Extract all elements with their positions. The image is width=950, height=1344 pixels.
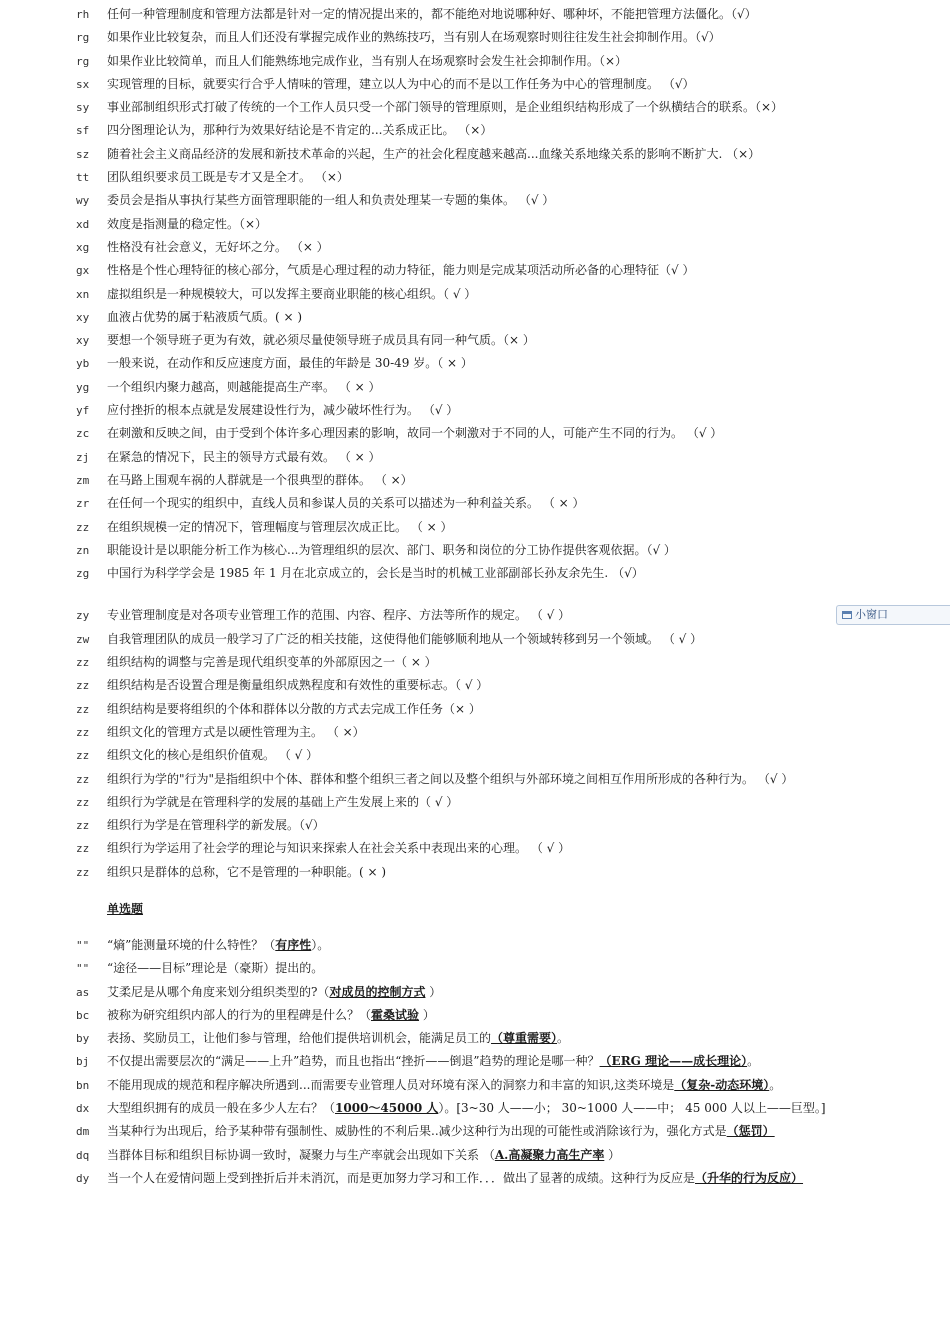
answer-text: 对成员的控制方式 <box>329 984 426 999</box>
tf-question-row <box>0 306 950 329</box>
answer-text: 有序性 <box>275 937 312 952</box>
question-text: 一个组织内聚力越高，则越能提高生产率。 （ × ） <box>107 379 381 394</box>
question-pre: 当某种行为出现后，给予某种带有强制性、威胁性的不利后果..减少这种行为出现的可能性或消除该行为，强化方式是 <box>107 1124 727 1139</box>
pinyin-code: zz <box>76 725 90 739</box>
question-text: 虚拟组织是一种规模较大，可以发挥主要商业职能的核心组织。（ √ ） <box>107 286 477 301</box>
tf-question-row <box>0 166 950 189</box>
tf-question-row <box>0 628 950 651</box>
question-text: 组织结构是要将组织的个体和群体以分散的方式去完成工作任务（× ） <box>107 701 481 716</box>
pinyin-code: by <box>76 1032 90 1046</box>
answer-text: （尊重需要） <box>491 1031 558 1046</box>
widget-label: 小窗口 <box>855 608 888 621</box>
spacer <box>0 884 950 896</box>
question-text <box>107 981 930 1004</box>
question-pre: 不仅提出需要层次的“满足——上升”趋势，而且也指出“挫折——倒退”趋势的理论是哪一种？ <box>107 1054 600 1069</box>
question-text <box>107 1004 930 1027</box>
pinyin-code: rh <box>76 8 90 21</box>
question-text: 组织行为学运用了社会学的理论与知识来探索人在社会关系中表现出来的心理。 （ √ ） <box>107 841 571 856</box>
question-post: ）。 <box>311 937 330 952</box>
tf-question-row <box>0 213 950 236</box>
question-text: 中国行为科学学会是 1985 年 1 月在北京成立的，会长是当时的机械工业部副部长孙友余先生. （√） <box>107 566 644 581</box>
question-pre: 艾柔尼是从哪个角度来划分组织类型的?（ <box>107 984 330 999</box>
pinyin-code: zz <box>76 679 90 693</box>
question-text: 实现管理的目标，就要实行合乎人情味的管理，建立以人为中心的而不是以工作任务为中心的管理制度。 （√） <box>107 76 695 91</box>
answer-text: （升华的行为反应） <box>695 1170 804 1185</box>
question-text: 委员会是指从事执行某些方面管理职能的一组人和负责处理某一专题的集体。 （√ ） <box>107 193 555 208</box>
question-text <box>107 1027 930 1050</box>
tf-question-row <box>0 143 950 166</box>
question-text: 应付挫折的根本点就是发展建设性行为，减少破坏性行为。 （√ ） <box>107 403 459 418</box>
tf-question-row <box>0 422 950 445</box>
mc-question-row <box>0 1074 950 1097</box>
pinyin-code: bj <box>76 1055 90 1069</box>
tf-question-row <box>0 189 950 212</box>
mc-question-row <box>0 1120 950 1143</box>
question-pre: 大型组织拥有的成员一般在多少人左右？（ <box>107 1101 336 1116</box>
pinyin-code: sz <box>76 147 90 161</box>
question-text: 一般来说，在动作和反应速度方面，最佳的年龄是 30-49 岁。（ × ） <box>107 356 473 371</box>
question-post: ）。[3~30 人——小； 30~1000 人——中； 45 000 人以上——巨型。] <box>438 1101 826 1116</box>
pinyin-code: zz <box>76 842 90 856</box>
answer-text: （复杂-动态环境） <box>674 1077 770 1092</box>
pinyin-code: zz <box>76 865 90 879</box>
question-text <box>107 1120 930 1143</box>
question-text: 性格是个性心理特征的核心部分，气质是心理过程的动力特征，能力则是完成某项活动所必备的心理特征（√ ） <box>107 263 695 278</box>
pinyin-code: zz <box>76 819 90 833</box>
question-text: 如果作业比较复杂，而且人们还没有掌握完成作业的熟练技巧，当有别人在场观察时则往往发生社会抑制作用。（√） <box>107 30 721 45</box>
pinyin-code: dy <box>76 1171 90 1185</box>
question-post: 。 <box>769 1077 782 1092</box>
question-text: 任何一种管理制度和管理方法都是针对一定的情况提出来的，都不能绝对地说哪种好、哪种坏，不能把管理方法僵化。（√） <box>107 7 757 21</box>
pinyin-code: dq <box>76 1148 90 1162</box>
question-text: 组织文化的核心是组织价值观。 （ √ ） <box>107 748 319 763</box>
question-text: 在刺激和反映之间，由于受到个体许多心理因素的影响，故同一个刺激对于不同的人，可能产生不同的行为。 （√ ） <box>107 426 723 441</box>
question-text: 组织只是群体的总称，它不是管理的一种职能。( × ) <box>107 864 387 879</box>
question-pre: 表扬、奖励员工，让他们参与管理，给他们提供培训机会，能满足员工的 <box>107 1031 492 1046</box>
tf-question-row <box>0 352 950 375</box>
question-pre: “途径——目标”理论是（豪斯）提出的。 <box>107 961 324 976</box>
mc-question-row <box>0 1167 950 1190</box>
pinyin-code: zz <box>76 656 90 670</box>
tf-question-row <box>0 376 950 399</box>
tf-question-row <box>0 721 950 744</box>
question-text: 随着社会主义商品经济的发展和新技术革命的兴起，生产的社会化程度越来越高...血缘关系地缘关系的影响不断扩大. （×） <box>107 146 761 161</box>
pinyin-code: yf <box>76 404 90 418</box>
pinyin-code: "" <box>76 962 90 976</box>
pinyin-code: dx <box>76 1102 90 1116</box>
question-post: 。 <box>747 1054 760 1069</box>
question-text: 组织行为学是在管理科学的新发展。（√） <box>107 818 325 833</box>
question-text: 效度是指测量的稳定性。（×） <box>107 216 268 231</box>
question-text: 四分图理论认为，那种行为效果好结论是不肯定的...关系成正比。 （×） <box>107 123 493 138</box>
mc-question-row <box>0 1050 950 1073</box>
tf-question-row <box>0 283 950 306</box>
tf-question-row <box>0 50 950 73</box>
question-post: ） <box>419 1007 435 1022</box>
pinyin-code: xy <box>76 334 90 348</box>
pinyin-code: zg <box>76 567 90 581</box>
pinyin-code: sy <box>76 101 90 115</box>
question-text: 在任何一个现实的组织中，直线人员和参谋人员的关系可以描述为一种利益关系。 （ × ） <box>107 496 585 511</box>
question-text <box>107 1097 930 1120</box>
question-text <box>107 1050 930 1073</box>
pinyin-code: bc <box>76 1008 90 1022</box>
tf-question-row <box>0 562 950 585</box>
pinyin-code: xg <box>76 240 90 254</box>
tf-question-row <box>0 119 950 142</box>
tf-question-row <box>0 329 950 352</box>
spacer <box>0 585 950 604</box>
question-text <box>107 1144 930 1167</box>
tf-question-row <box>0 73 950 96</box>
question-pre: 被称为研究组织内部人的行为的里程碑是什么？（ <box>107 1007 372 1022</box>
pinyin-code: yg <box>76 380 90 394</box>
question-text: 自我管理团队的成员一般学习了广泛的相关技能，这使得他们能够顺利地从一个领域转移到另一个领域。 （ √ ） <box>107 631 703 646</box>
tf-question-row <box>0 837 950 860</box>
mc-question-row <box>0 1097 950 1120</box>
question-post: 。 <box>557 1031 570 1046</box>
question-post: ） <box>604 1147 621 1162</box>
spacer <box>0 922 950 934</box>
section-title-single-choice: 单选题 <box>107 901 144 916</box>
question-text: 在紧急的情况下，民主的领导方式最有效。 （ × ） <box>107 449 381 464</box>
question-pre: 当一个人在爱情问题上受到挫折后并未消沉，而是更加努力学习和工作．．．做出了显著的成绩。这种行为反应是 <box>107 1170 696 1185</box>
mc-question-row <box>0 1144 950 1167</box>
pinyin-code: zm <box>76 473 90 487</box>
pinyin-code: gx <box>76 264 90 278</box>
question-text <box>107 934 930 957</box>
small-window-widget[interactable] <box>836 605 950 625</box>
pinyin-code: xd <box>76 217 90 231</box>
pinyin-code: tt <box>76 171 90 185</box>
question-text: 如果作业比较简单，而且人们能熟练地完成作业，当有别人在场观察时会发生社会抑制作用。（×） <box>107 53 628 68</box>
question-pre: 当群体目标和组织目标协调一致时，凝聚力与生产率就会出现如下关系 （ <box>107 1147 495 1162</box>
question-text: 组织行为学就是在管理科学的发展的基础上产生发展上来的（ √ ） <box>107 794 459 809</box>
tf-question-row <box>0 492 950 515</box>
question-text: 团队组织要求员工既是专才又是全才。 （×） <box>107 170 349 185</box>
question-text: 专业管理制度是对各项专业管理工作的范围、内容、程序、方法等所作的规定。 （ √ ） <box>107 608 571 623</box>
pinyin-code: zj <box>76 450 90 464</box>
tf-question-row <box>0 26 950 49</box>
answer-text: （ERG 理论——成长理论） <box>599 1054 748 1069</box>
pinyin-code: sf <box>76 124 90 138</box>
question-pre: 不能用现成的规范和程序解决所遇到...而需要专业管理人员对环境有深入的洞察力和丰富的知识,这类环境是 <box>107 1077 675 1092</box>
pinyin-code: zn <box>76 543 90 557</box>
question-text: 组织结构的调整与完善是现代组织变革的外部原因之一（ × ） <box>107 655 437 670</box>
question-post: ） <box>425 984 442 999</box>
pinyin-code: zz <box>76 702 90 716</box>
question-text: 组织结构是否设置合理是衡量组织成熟程度和有效性的重要标志。（ √ ） <box>107 678 489 693</box>
tf-question-row <box>0 651 950 674</box>
tf-question-row <box>0 446 950 469</box>
tf-question-row <box>0 861 950 884</box>
tf-question-row <box>0 516 950 539</box>
tf-question-row <box>0 469 950 492</box>
answer-text: （惩罚） <box>726 1124 775 1139</box>
mc-question-row <box>0 934 950 957</box>
tf-question-row <box>0 674 950 697</box>
answer-text: 1000～45000 人 <box>335 1101 439 1116</box>
question-text <box>107 1074 930 1097</box>
tf-question-row <box>0 604 950 627</box>
pinyin-code: zc <box>76 427 90 441</box>
question-list <box>0 3 950 1190</box>
tf-question-row <box>0 814 950 837</box>
tf-question-row <box>0 259 950 282</box>
pinyin-code: zz <box>76 772 90 786</box>
mc-question-row <box>0 1004 950 1027</box>
pinyin-code: rg <box>76 54 90 68</box>
tf-question-row <box>0 744 950 767</box>
question-text <box>107 957 930 980</box>
question-text: 在组织规模一定的情况下，管理幅度与管理层次成正比。 （ × ） <box>107 519 453 534</box>
pinyin-code: yb <box>76 357 90 371</box>
pinyin-code: zz <box>76 520 90 534</box>
question-text: 血液占优势的属于粘液质气质。( × ) <box>107 309 303 324</box>
pinyin-code: bn <box>76 1078 90 1092</box>
pinyin-code: zz <box>76 749 90 763</box>
tf-question-row <box>0 791 950 814</box>
question-pre: “熵”能测量环境的什么特性？（ <box>107 937 276 952</box>
pinyin-code: sx <box>76 77 90 91</box>
pinyin-code: xn <box>76 287 90 301</box>
pinyin-code: "" <box>76 938 90 952</box>
pinyin-code: wy <box>76 194 90 208</box>
question-text: 在马路上围观车祸的人群就是一个很典型的群体。 （ ×） <box>107 472 413 487</box>
pinyin-code: xy <box>76 310 90 324</box>
answer-text: 霍桑试验 <box>371 1007 420 1022</box>
tf-question-row <box>0 698 950 721</box>
question-text <box>107 1167 930 1190</box>
mc-question-row <box>0 1027 950 1050</box>
tf-question-row <box>0 3 950 26</box>
mc-question-row <box>0 957 950 980</box>
tf-question-row <box>0 96 950 119</box>
pinyin-code: zr <box>76 497 90 511</box>
tf-question-row <box>0 236 950 259</box>
window-icon <box>842 611 852 619</box>
tf-question-row <box>0 399 950 422</box>
question-text: 事业部制组织形式打破了传统的一个工作人员只受一个部门领导的管理原则，是企业组织结构形成了一个纵横结合的联系。（×） <box>107 100 784 115</box>
pinyin-code: dm <box>76 1125 90 1139</box>
question-text: 组织文化的管理方式是以硬性管理为主。 （ ×） <box>107 724 365 739</box>
tf-question-row <box>0 768 950 791</box>
pinyin-code: rg <box>76 31 90 45</box>
pinyin-code: zy <box>76 609 90 623</box>
pinyin-code: zz <box>76 795 90 809</box>
pinyin-code: as <box>76 985 90 999</box>
pinyin-code: zw <box>76 632 90 646</box>
question-text: 要想一个领导班子更为有效，就必须尽量使领导班子成员具有同一种气质。（× ） <box>107 333 535 348</box>
tf-question-row <box>0 539 950 562</box>
question-text: 职能设计是以职能分析工作为核心...为管理组织的层次、部门、职务和岗位的分工协作提供客观依据。（√ ） <box>107 542 676 557</box>
mc-question-row <box>0 981 950 1004</box>
question-text: 性格没有社会意义，无好坏之分。 （× ） <box>107 239 329 254</box>
answer-text: A.高凝聚力高生产率 <box>494 1147 605 1162</box>
question-text: 组织行为学的"行为"是指组织中个体、群体和整个组织三者之间以及整个组织与外部环境之间相互作用所形成的各种行为。 （√ ） <box>107 771 794 786</box>
